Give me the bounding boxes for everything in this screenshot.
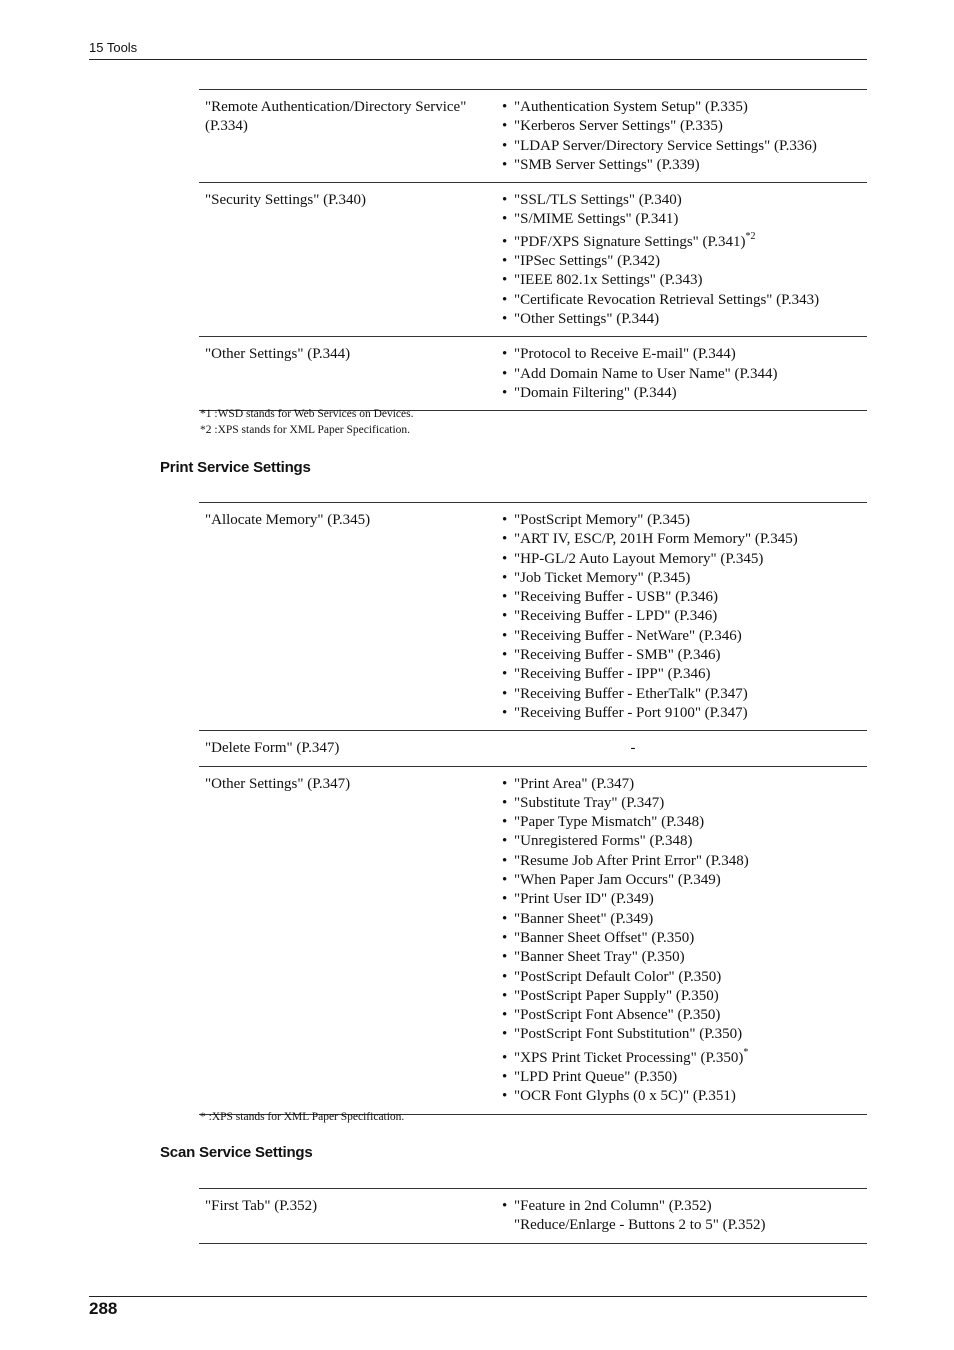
- table-row: [199, 767, 867, 1115]
- setting-name: "Other Settings" (P.347): [205, 775, 351, 792]
- list-item: • "SMB Server Settings" (P.339): [499, 156, 867, 175]
- table-row: [199, 1189, 867, 1244]
- settings-table-scan: [199, 1188, 867, 1244]
- settings-table-network: [199, 89, 867, 411]
- list-item-text: "PDF/XPS Signature Settings" (P.341): [514, 233, 746, 250]
- list-item: • "When Paper Jam Occurs" (P.349): [499, 871, 867, 890]
- list-item: • "PostScript Paper Supply" (P.350): [499, 987, 867, 1006]
- list-item: • "Receiving Buffer - NetWare" (P.346): [499, 627, 867, 646]
- list-item: • "PostScript Memory" (P.345): [499, 511, 867, 530]
- list-item: • "OCR Font Glyphs (0 x 5C)" (P.351): [499, 1087, 867, 1106]
- table-row: [199, 503, 867, 731]
- setting-items: [499, 1197, 867, 1236]
- list-item: [499, 230, 867, 252]
- list-item: • "Receiving Buffer - LPD" (P.346): [499, 607, 867, 626]
- list-item: • "Feature in 2nd Column" (P.352): [499, 1197, 867, 1216]
- list-item: • "ART IV, ESC/P, 201H Form Memory" (P.345): [499, 530, 867, 549]
- table-row: [199, 183, 867, 337]
- list-item: • "Receiving Buffer - EtherTalk" (P.347): [499, 685, 867, 704]
- page-number: 288: [89, 1299, 118, 1318]
- list-item: • "Banner Sheet Offset" (P.350): [499, 929, 867, 948]
- setting-name: "First Tab" (P.352): [205, 1198, 318, 1214]
- list-item: • "Receiving Buffer - USB" (P.346): [499, 588, 867, 607]
- list-item: • "LPD Print Queue" (P.350): [499, 1068, 867, 1087]
- list-item: • "PostScript Default Color" (P.350): [499, 968, 867, 987]
- chapter-title: 15 Tools: [89, 40, 138, 55]
- list-item: [499, 1045, 867, 1068]
- list-item: • "Receiving Buffer - IPP" (P.346): [499, 665, 867, 684]
- list-item: • "Domain Filtering" (P.344): [499, 384, 867, 403]
- list-item: • "HP-GL/2 Auto Layout Memory" (P.345): [499, 550, 867, 569]
- running-header: [89, 40, 867, 60]
- list-item: • "Job Ticket Memory" (P.345): [499, 569, 867, 588]
- list-item: • "Paper Type Mismatch" (P.348): [499, 813, 867, 832]
- footnote: *1 :WSD stands for Web Services on Devices.: [200, 408, 414, 420]
- list-item: • "LDAP Server/Directory Service Settings" (P.336): [499, 137, 867, 156]
- setting-none: -: [630, 740, 636, 757]
- setting-name: "Security Settings" (P.340): [205, 192, 366, 209]
- list-item-text: "XPS Print Ticket Processing" (P.350): [514, 1049, 744, 1066]
- list-item: • "Print Area" (P.347): [499, 775, 867, 794]
- list-item: • "IEEE 802.1x Settings" (P.343): [499, 271, 867, 290]
- list-item: • "Other Settings" (P.344): [499, 310, 867, 329]
- footnote: * :XPS stands for XML Paper Specification.: [200, 1111, 405, 1123]
- footnote: *2 :XPS stands for XML Paper Specification.: [200, 424, 411, 436]
- setting-items: [499, 98, 867, 175]
- list-item: • "PostScript Font Substitution" (P.350): [499, 1025, 867, 1044]
- section-heading-print: Print Service Settings: [160, 459, 311, 476]
- list-item: • "Unregistered Forms" (P.348): [499, 832, 867, 851]
- setting-items: [499, 191, 867, 329]
- list-item: • "Banner Sheet Tray" (P.350): [499, 948, 867, 967]
- list-item: • "IPSec Settings" (P.342): [499, 252, 867, 271]
- table-row: [199, 731, 867, 766]
- table-row: [199, 337, 867, 411]
- list-item: • "Kerberos Server Settings" (P.335): [499, 117, 867, 136]
- list-item: • "S/MIME Settings" (P.341): [499, 210, 867, 229]
- setting-name: "Allocate Memory" (P.345): [205, 512, 371, 528]
- footnote-ref: *2: [745, 230, 756, 242]
- setting-items: [499, 511, 867, 723]
- list-item: • "PostScript Font Absence" (P.350): [499, 1006, 867, 1025]
- setting-name: "Other Settings" (P.344): [205, 346, 351, 363]
- list-item: • "Add Domain Name to User Name" (P.344): [499, 365, 867, 384]
- footnotes: [200, 406, 414, 438]
- list-item: • "Receiving Buffer - Port 9100" (P.347): [499, 704, 867, 723]
- list-item: • "Print User ID" (P.349): [499, 890, 867, 909]
- list-item: • "Receiving Buffer - SMB" (P.346): [499, 646, 867, 665]
- list-item: "Reduce/Enlarge - Buttons 2 to 5" (P.352): [514, 1217, 766, 1234]
- list-item: • "Resume Job After Print Error" (P.348): [499, 852, 867, 871]
- list-item: • "Protocol to Receive E-mail" (P.344): [499, 345, 867, 364]
- list-item: • "Substitute Tray" (P.347): [499, 794, 867, 813]
- list-item: • "Authentication System Setup" (P.335): [499, 98, 867, 117]
- page-footer: [89, 1296, 867, 1319]
- setting-name: "Delete Form" (P.347): [205, 740, 340, 757]
- list-item: • "Banner Sheet" (P.349): [499, 910, 867, 929]
- list-item: • "SSL/TLS Settings" (P.340): [499, 191, 867, 210]
- setting-name: "Remote Authentication/Directory Service" (P.334): [205, 99, 467, 135]
- section-heading-scan: Scan Service Settings: [160, 1144, 313, 1161]
- setting-items: [499, 345, 867, 403]
- table-row: [199, 90, 867, 183]
- list-item: • "Certificate Revocation Retrieval Settings" (P.343): [499, 291, 867, 310]
- settings-table-print: [199, 502, 867, 1115]
- footnotes: [200, 1109, 404, 1125]
- footnote-ref: *: [743, 1046, 749, 1058]
- setting-items: [499, 775, 867, 1107]
